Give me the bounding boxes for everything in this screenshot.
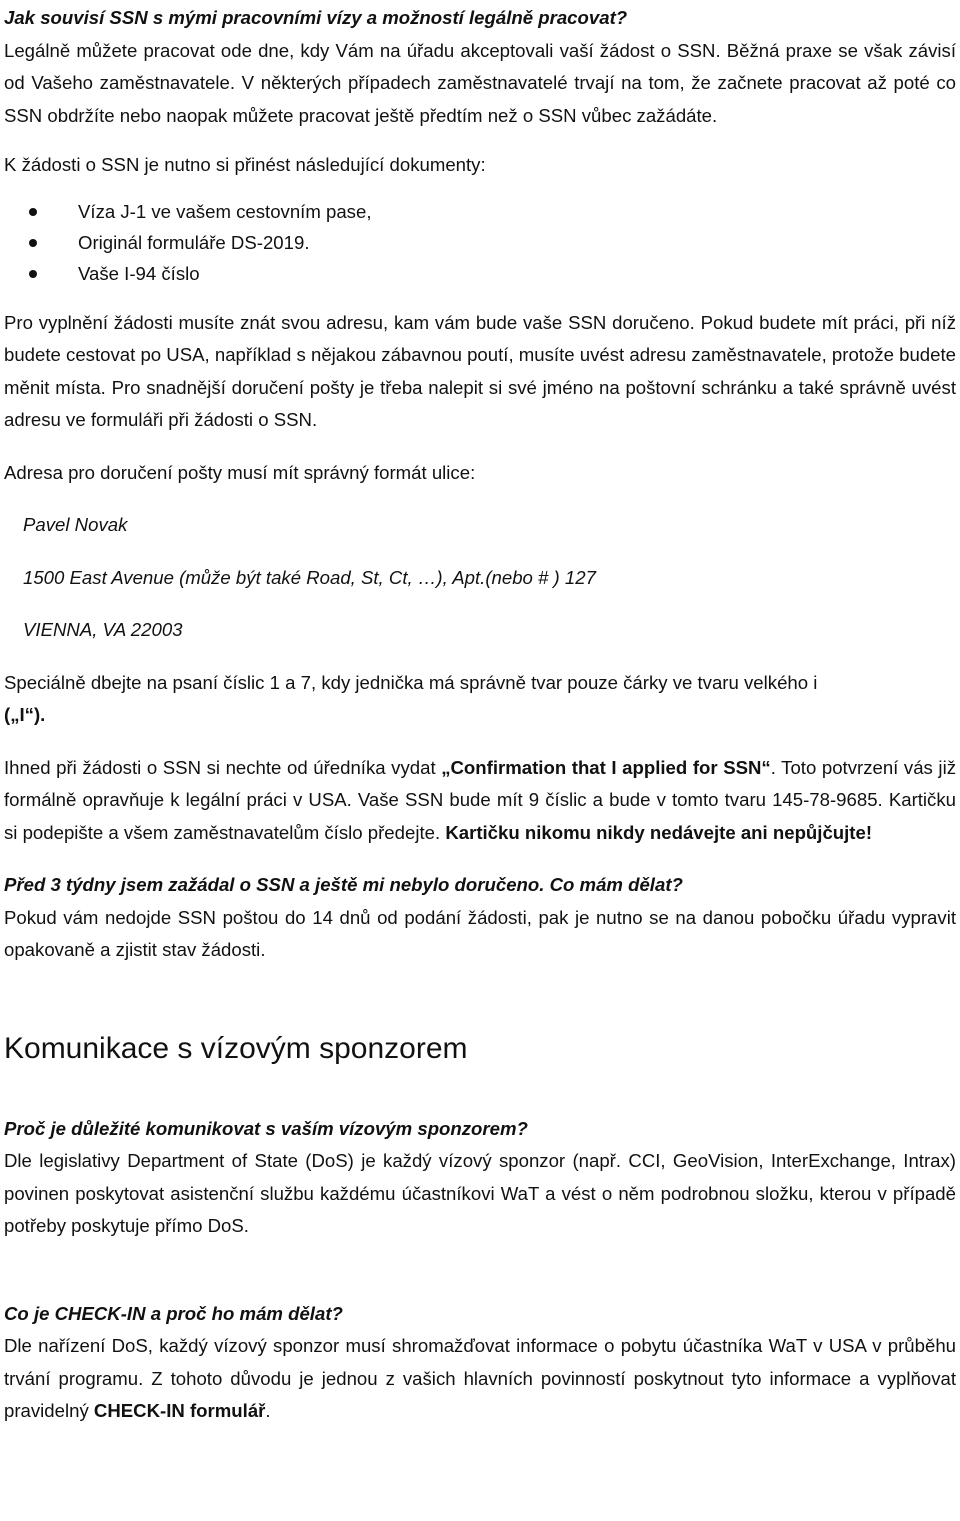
check-in-form-name: CHECK-IN formulář [93, 1400, 266, 1421]
question-ssn-work: Jak souvisí SSN s mými pracovními vízy a možností legálně pracovat? [4, 7, 628, 28]
digits-example: („I“). [4, 704, 46, 725]
documents-list [4, 196, 956, 289]
confirmation-text-1: Ihned při žádosti o SSN si nechte od úředníka vydat [4, 756, 442, 778]
address-paragraph: Pro vyplnění žádosti musíte znát svou adresu, kam vám bude vaše SSN doručeno. Pokud budete mít práci, při níž budete cestovat po USA, například s nějakou zábavnou poutí, musíte uvést adresu zaměstnavatele, protože budete měnit místa. Pro snadnější doručení pošty je třeba nalepit si své jméno na poštovní schránku a také správně uvést adresu ve formuláři při žádosti o SSN. [4, 311, 956, 430]
answer-ssn-work: Legálně můžete pracovat ode dne, kdy Vám na úřadu akceptovali vaší žádost o SSN. Běžná praxe se však závisí od Vašeho zaměstnavatele. V některých případech zaměstnavatelé trvají na tom, že začnete pracovat až poté co SSN obdržíte nebo naopak můžete pracovat ještě předtím než o SSN vůbec zažádáte. [4, 39, 956, 126]
list-item-text: Vaše I-94 číslo [78, 262, 200, 284]
section-heading: Komunikace s vízovým sponzorem [4, 1031, 468, 1065]
question-sponsor-communication: Proč je důležité komunikovat s vaším vízovým sponzorem? [4, 1117, 528, 1139]
question-ssn-not-delivered: Před 3 týdny jsem zažádal o SSN a ještě mi nebylo doručeno. Co mám dělat? [4, 874, 683, 895]
bullet-icon [29, 270, 37, 278]
question-check-in: Co je CHECK-IN a proč ho mám dělat? [4, 1302, 343, 1324]
confirmation-paragraph [4, 752, 956, 850]
bullet-icon [29, 239, 37, 247]
list-item [4, 196, 956, 227]
answer-sponsor-communication: Dle legislativy Department of State (DoS) je každý vízový sponzor (např. CCI, GeoVision, InterExchange, Intrax) povinen poskytovat asistenční službu každému účastníkovi WaT a vést o něm podrobnou složku, kterou v případě potřeby poskytuje přímo DoS. [4, 1150, 956, 1236]
list-item [4, 227, 956, 258]
address-format-intro: Adresa pro doručení pošty musí mít správný formát ulice: [4, 461, 476, 483]
documents-intro: K žádosti o SSN je nutno si přinést následující dokumenty: [4, 154, 486, 175]
address-example-name: Pavel Novak [23, 514, 128, 535]
card-warning: Kartičku nikomu nikdy nedávejte ani nepůjčujte! [445, 821, 873, 843]
check-in-end: . [265, 1400, 271, 1421]
address-example-city: VIENNA, VA 22003 [23, 619, 183, 640]
document-body [4, 0, 956, 1428]
list-item-text: Originál formuláře DS-2019. [78, 231, 310, 253]
check-in-text: Dle nařízení DoS, každý vízový sponzor musí shromažďovat informace o pobytu účastníka WaT v USA v průběhu trvání programu. Z tohoto důvodu je jednou z vašich hlavních povinností poskytnout tyto informace a vyplňovat pravidelný [4, 1335, 956, 1421]
confirmation-text-2: . Toto potvrzení vás již formálně opravňuje k legální práci v USA. Vaše SSN bude mít 9 číslic a bude v tomto tvaru 145-78-9685. Kartičku si podepište a všem zaměstnavatelům číslo předejte. [4, 756, 956, 843]
list-item [4, 258, 956, 289]
answer-ssn-not-delivered: Pokud vám nedojde SSN poštou do 14 dnů od podání žádosti, pak je nutno se na danou pobočku úřadu vypravit opakovaně a zjistit stav žádosti. [4, 906, 956, 960]
digits-text: Speciálně dbejte na psaní číslic 1 a 7, kdy jednička má správně tvar pouze čárky ve tvaru velkého i [4, 671, 818, 693]
bullet-icon [29, 208, 37, 216]
list-item-text: Víza J-1 ve vašem cestovním pase, [78, 200, 372, 222]
digits-paragraph [4, 667, 956, 732]
address-example-street: 1500 East Avenue (může být také Road, St, Ct, …), Apt.(nebo # ) 127 [23, 566, 596, 588]
answer-check-in [4, 1330, 956, 1428]
confirmation-title: „Confirmation that I applied for SSN“ [441, 756, 771, 778]
